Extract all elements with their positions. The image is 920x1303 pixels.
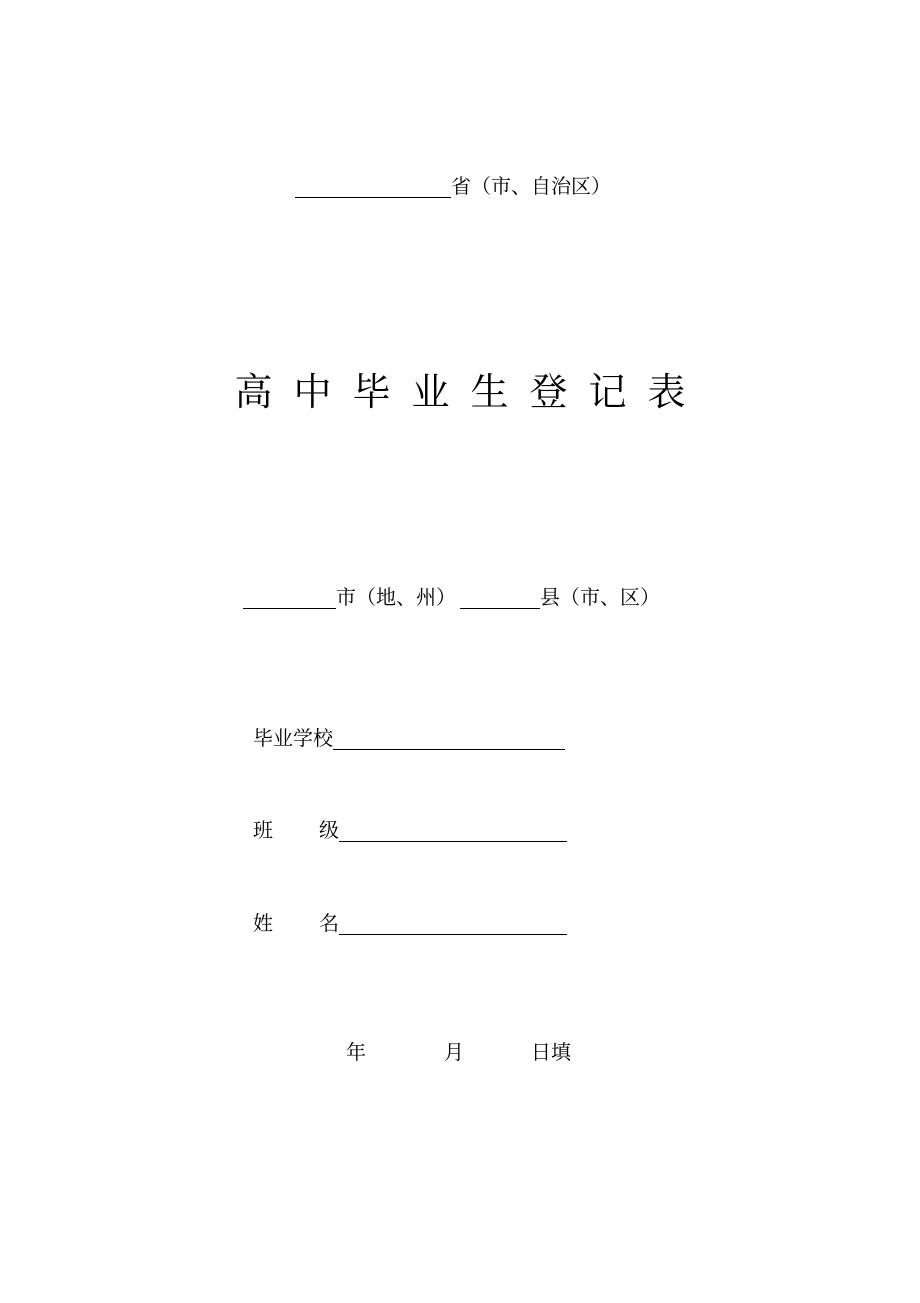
fill-date <box>346 1040 571 1064</box>
province-suffix: 省（市、自治区） <box>451 174 611 198</box>
city-suffix: 市（地、州） <box>336 585 456 609</box>
class-blank[interactable] <box>339 821 567 842</box>
school-blank[interactable] <box>333 729 565 750</box>
school-label: 毕业学校 <box>253 726 333 750</box>
name-label-1: 姓 <box>253 911 273 935</box>
province-line <box>295 174 611 198</box>
county-blank[interactable] <box>460 588 540 609</box>
name-field <box>253 911 567 935</box>
name-label-2: 名 <box>319 911 339 935</box>
class-label-1: 班 <box>253 818 273 842</box>
province-blank[interactable] <box>295 177 451 198</box>
document-title: 高中毕业生登记表 <box>234 370 707 414</box>
date-year: 年 <box>346 1040 366 1064</box>
date-month: 月 <box>444 1040 464 1064</box>
name-blank[interactable] <box>339 914 567 935</box>
class-label-2: 级 <box>319 818 339 842</box>
county-suffix: 县（市、区） <box>540 585 660 609</box>
city-county-line <box>243 585 660 609</box>
city-blank[interactable] <box>243 588 336 609</box>
class-field <box>253 818 567 842</box>
school-field <box>253 726 565 750</box>
date-day: 日填 <box>531 1040 571 1064</box>
